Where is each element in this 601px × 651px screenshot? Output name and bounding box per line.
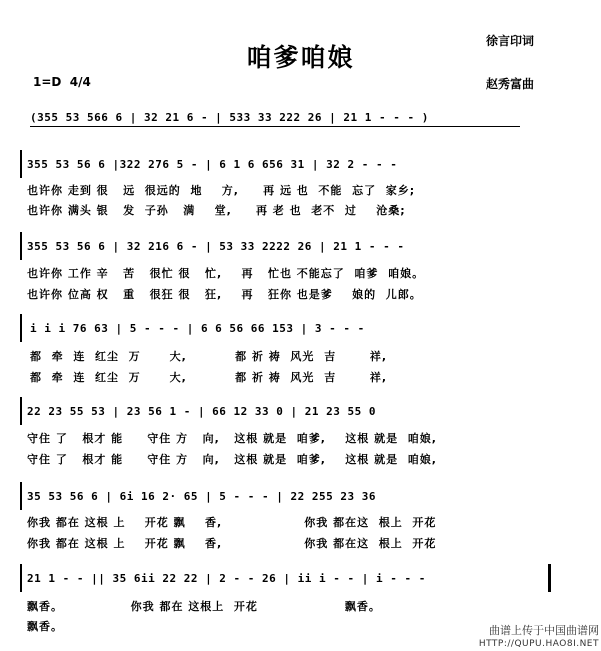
row4-start-barline xyxy=(20,397,22,425)
row5-lyric-verse1: 你我 都在 这根 上 开花 飘 香, 你我 都在这 根上 开花 xyxy=(27,516,437,529)
row2-lyric-verse2: 也许你 位高 权 重 很狂 很 狂, 再 狂你 也是爹 娘的 儿郎。 xyxy=(27,288,422,301)
row3-lyric-verse1: 都 牵 连 红尘 万 大, 都 祈 祷 风光 吉 祥, xyxy=(30,350,388,363)
row1-lyric-verse1: 也许你 走到 很 远 很远的 地 方, 再 远 也 不能 忘了 家乡; xyxy=(27,184,416,197)
row6-start-barline xyxy=(20,564,22,592)
intro-underline xyxy=(30,126,520,127)
row4-lyric-verse2: 守住 了 根才 能 守住 方 向, 这根 就是 咱爹, 这根 就是 咱娘, xyxy=(27,453,437,466)
row5-start-barline xyxy=(20,482,22,510)
row4-notation: 22 23 55 53 | 23 56 1 - | 66 12 33 0 | 21 23 55 0 xyxy=(27,405,377,418)
site-watermark: 曲谱上传于中国曲谱网 HTTP://QUPU.HAO8I.NET xyxy=(478,624,599,649)
row6-lyric-verse2: 飘香。 xyxy=(27,620,63,633)
composer-credit: 赵秀富曲 xyxy=(486,77,535,91)
intro-notation: (355 53 566 6 | 32 21 6 - | 533 33 222 26 | 21 1 - - - ) xyxy=(30,111,429,124)
row2-start-barline xyxy=(20,232,22,260)
row6-lyric-verse1: 飘香。 你我 都在 这根上 开花 飘香。 xyxy=(27,600,381,613)
row3-notation: i i i 76 63 | 5 - - - | 6 6 56 66 153 | 3 - - - xyxy=(30,322,365,335)
row1-notation: 355 53 56 6 |322 276 5 - | 6 1 6 656 31 | 32 2 - - - xyxy=(27,158,398,171)
row6-notation: 21 1 - - || 35 6ii 22 22 | 2 - - 26 | ii i - - | i - - - xyxy=(27,572,426,585)
row3-lyric-verse2: 都 牵 连 红尘 万 大, 都 祈 祷 风光 吉 祥, xyxy=(30,371,388,384)
row3-start-barline xyxy=(20,314,22,342)
row4-lyric-verse1: 守住 了 根才 能 守住 方 向, 这根 就是 咱爹, 这根 就是 咱娘, xyxy=(27,432,437,445)
row1-lyric-verse2: 也许你 满头 银 发 子孙 满 堂, 再 老 也 老不 过 沧桑; xyxy=(27,204,406,217)
lyricist-credit: 徐言印词 xyxy=(486,34,535,48)
song-title: 咱爹咱娘 xyxy=(246,43,355,72)
row5-lyric-verse2: 你我 都在 这根 上 开花 飘 香, 你我 都在这 根上 开花 xyxy=(27,537,437,550)
row1-start-barline xyxy=(20,150,22,178)
row2-notation: 355 53 56 6 | 32 216 6 - | 53 33 2222 26 | 21 1 - - - xyxy=(27,240,405,253)
final-barline xyxy=(548,564,551,592)
key-time-signature: 1=D 4/4 xyxy=(33,75,91,89)
row2-lyric-verse1: 也许你 工作 辛 苦 很忙 很 忙, 再 忙也 不能忘了 咱爹 咱娘。 xyxy=(27,267,425,280)
row5-notation: 35 53 56 6 | 6i 16 2· 65 | 5 - - - | 22 255 23 36 xyxy=(27,490,377,503)
